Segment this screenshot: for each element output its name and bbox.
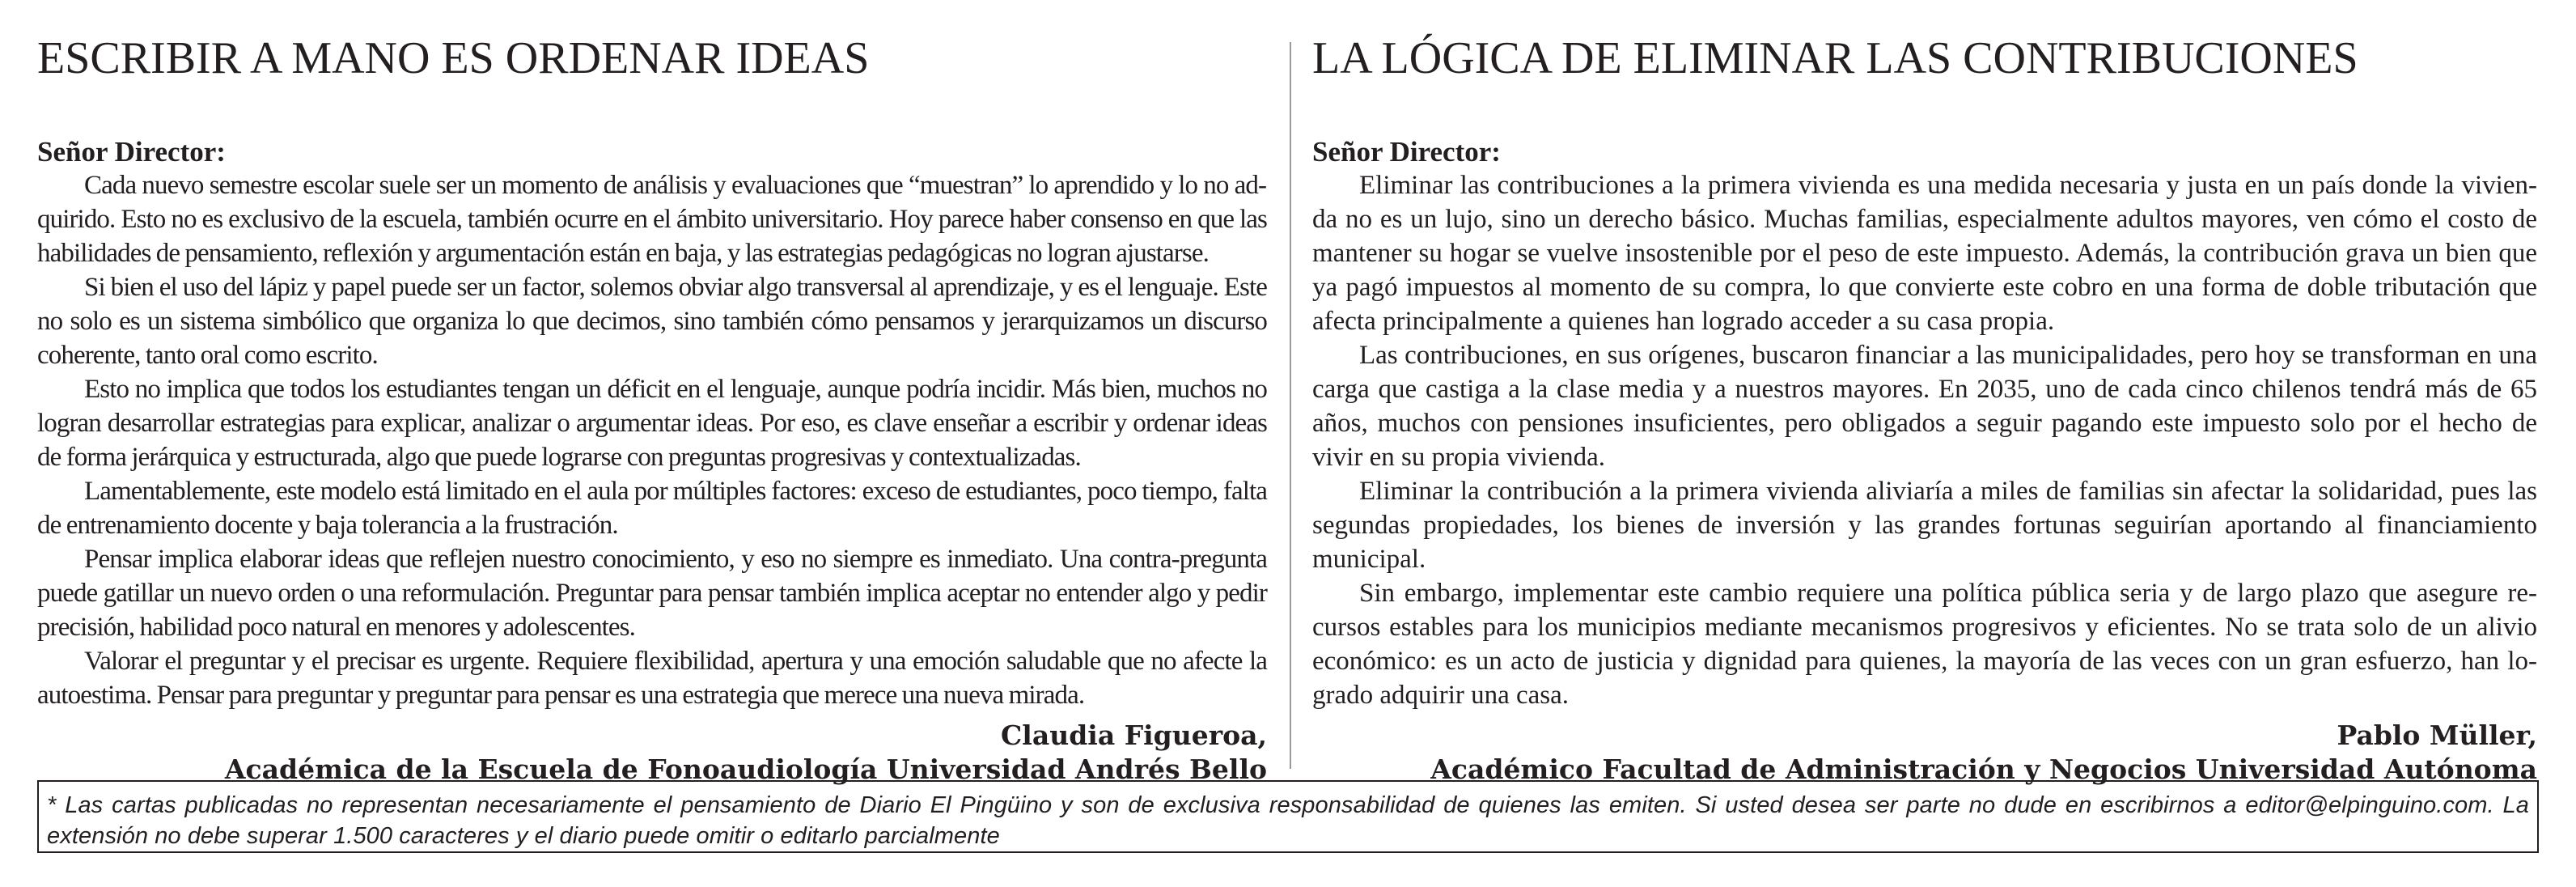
letters-columns (37, 29, 2537, 785)
column-divider (1290, 42, 1291, 769)
letter-signature (37, 719, 1267, 787)
letter-paragraph: Las contribuciones, en sus orígenes, buscaron financiar a las municipalidades, pero hoy se transforman en una carga que castiga a la clase media y a nuestros mayores. En 2035, uno de cada cinco chilenos tendrá más de 65 años, muchos con pensiones insuficientes, pero obligados a seguir pagando este impuesto solo por el hecho de vivir en su propia vivienda. (1312, 341, 2537, 472)
letter-headline: ESCRIBIR A MANO ES ORDENAR IDEAS (37, 33, 870, 83)
signature-name: Pablo Müller, (2337, 719, 2537, 751)
letter-right (1312, 29, 2537, 785)
letter-signature (1312, 719, 2537, 787)
signature-title: Académica de la Escuela de Fonoaudiología Universidad Andrés Bello (224, 753, 1267, 785)
letter-paragraph: Eliminar la contribución a la primera vivienda aliviaría a miles de familias sin afectar la solidaridad, pues las segundas propiedades, los bienes de inversión y las grandes fortunas seguirían aportando al financiamiento municipal. (1312, 477, 2537, 574)
letter-paragraph: Si bien el uso del lápiz y papel puede ser un factor, solemos obviar algo transversal al aprendizaje, y es el lenguaje. Este no solo es un sistema simbólico que organiza lo que decimos, sino también cómo pensamos y jerarquizamos un discurso coherente, tanto oral como escrito. (37, 273, 1267, 370)
letter-headline: LA LÓGICA DE ELIMINAR LAS CONTRIBUCIONES (1312, 33, 2358, 83)
letter-paragraph: Eliminar las contribuciones a la primera vivienda es una medida necesaria y justa en un país donde la vivienda no es un lujo, sino un derecho básico. Muchas familias, especialmente adultos mayores, ven cómo el costo de mantener su hogar se vuelve insostenible por el peso de este impuesto. Además, la contribución grava un bien que ya pagó impuestos al momento de su compra, lo que convierte este cobro en una forma de doble tributación que afecta principalmente a quienes han logrado acceder a su casa propia. (1312, 171, 2537, 336)
signature-title: Académico Facultad de Administración y Negocios Universidad Autónoma (1430, 753, 2537, 785)
disclaimer-box: * Las cartas publicadas no representan necesariamente el pensamiento de Diario El Pingüino y son de exclusiva responsabilidad de quienes las emiten. Si usted desea ser parte no dude en escribirnos a editor@elpinguino.com. La extensión no debe superar 1.500 caracteres y el diario puede omitir o editarlo parcialmente (37, 780, 2539, 853)
signature-name: Claudia Figueroa, (1001, 719, 1267, 751)
letter-body (37, 168, 1267, 712)
letter-paragraph: Pensar implica elaborar ideas que reflejen nuestro conocimiento, y eso no siempre es inmediato. Una contra-pregunta puede gatillar un nuevo orden o una reformulación. Preguntar para pensar también implica aceptar no entender algo y pedir precisión, habilidad poco natural en menores y adolescentes. (37, 545, 1267, 642)
letter-salutation: Señor Director: (37, 136, 226, 168)
letter-paragraph: Sin embargo, implementar este cambio requiere una política pública seria y de largo plazo que asegure recursos estables para los municipios mediante mecanismos progresivos y eficientes. No se trata solo de un alivio económico: es un acto de justicia y dignidad para quienes, la mayoría de las veces con un gran esfuerzo, han logrado adquirir una casa. (1312, 579, 2537, 710)
letter-body (1312, 168, 2537, 712)
letter-salutation: Señor Director: (1312, 136, 1501, 168)
letter-left (37, 29, 1267, 785)
letter-paragraph: Lamentablemente, este modelo está limitado en el aula por múltiples factores: exceso de estudiantes, poco tiempo, falta de entrenamiento docente y baja tolerancia a la frustración. (37, 477, 1267, 540)
letter-paragraph: Esto no implica que todos los estudiantes tengan un déficit en el lenguaje, aunque podría incidir. Más bien, muchos no logran desarrollar estrategias para explicar, analizar o argumentar ideas. Por eso, es clave enseñar a escribir y ordenar ideas de forma jerárquica y estructurada, algo que puede lograrse con preguntas progresivas y contextualizadas. (37, 375, 1267, 472)
letter-paragraph: Valorar el preguntar y el precisar es urgente. Requiere flexibilidad, apertura y una emoción saludable que no afecte la autoestima. Pensar para preguntar y preguntar para pensar es una estrategia que merece una nueva mirada. (37, 647, 1267, 710)
letters-page (37, 29, 2537, 863)
letter-paragraph: Cada nuevo semestre escolar suele ser un momento de análisis y evaluaciones que “muestran” lo aprendido y lo no adquirido. Esto no es exclusivo de la escuela, también ocurre en el ámbito universitario. Hoy parece haber consenso en que las habilidades de pensamiento, reflexión y argumentación están en baja, y las estrategias pedagógicas no logran ajustarse. (37, 171, 1267, 268)
